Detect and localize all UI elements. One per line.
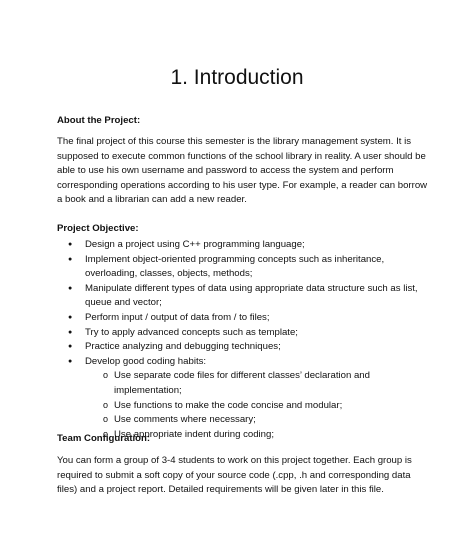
list-item: ● Perform input / output of data from / to files;: [57, 311, 437, 326]
sublist-item: o Use functions to make the code concise and modular;: [85, 399, 437, 414]
list-item: ● Implement object-oriented programming concepts such as inheritance, overloading, classes, objects, methods;: [57, 253, 437, 282]
team-heading: Team Configuration:: [57, 433, 151, 444]
list-item: ● Practice analyzing and debugging techniques;: [57, 340, 437, 355]
about-heading: About the Project:: [57, 115, 141, 126]
list-item-coding-habits: [57, 355, 437, 443]
sublist-item: o Use appropriate indent during coding;: [85, 428, 437, 443]
list-item: ● Design a project using C++ programming language;: [57, 238, 437, 253]
objective-list: [57, 238, 437, 442]
objective-heading: Project Objective:: [57, 223, 139, 234]
sublist-item: o Use comments where necessary;: [85, 413, 437, 428]
sublist-item: o Use separate code files for different classes’ declaration and implementation;: [85, 369, 437, 398]
list-item: ● Try to apply advanced concepts such as template;: [57, 326, 437, 341]
about-paragraph: The final project of this course this semester is the library management system. It is supposed to execute common functions of the school library in reality. A user should be able to use his own username and password to access the system and perform corresponding operations according to his user type. For example, a reader can borrow a book and a librarian can add a new reader.: [57, 136, 428, 206]
team-paragraph: You can form a group of 3-4 students to work on this project together. Each group is required to submit a soft copy of your source code (.cpp, .h and corresponding data files) and a project report. Detailed requirements will be given later in this file.: [57, 455, 412, 496]
list-item: ● Manipulate different types of data using appropriate data structure such as list, queue and vector;: [57, 282, 437, 311]
list-item-label: Develop good coding habits:: [85, 355, 207, 367]
page-title: 1. Introduction: [170, 66, 304, 89]
